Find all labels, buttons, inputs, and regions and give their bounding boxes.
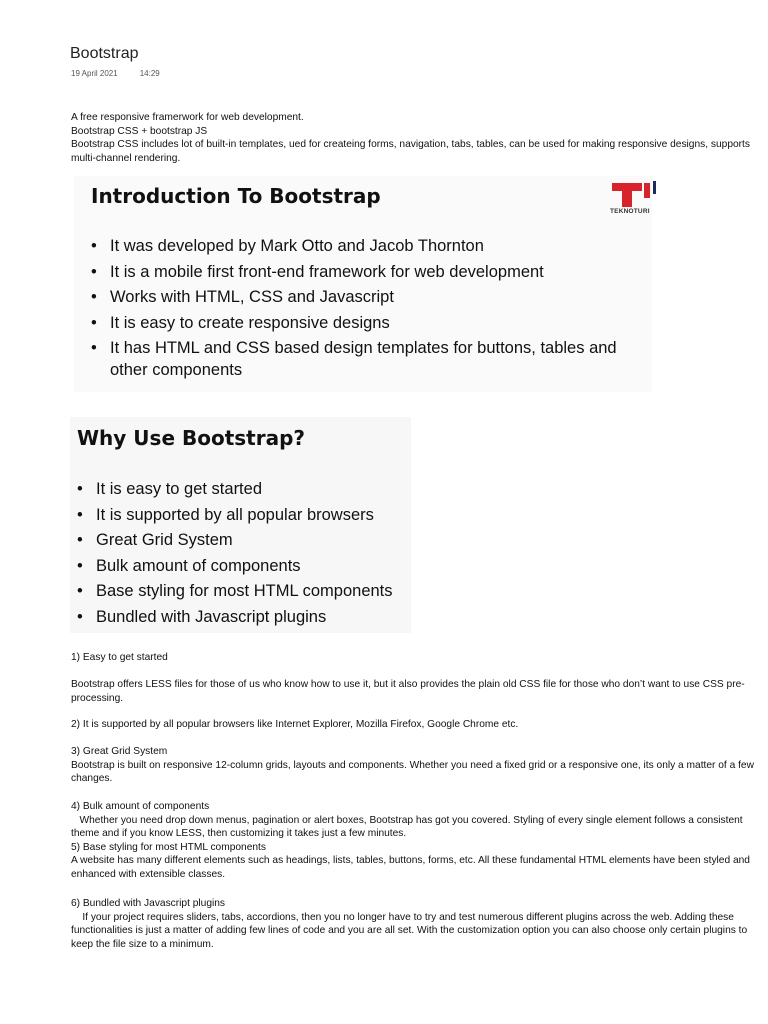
page-title: Bootstrap — [70, 45, 139, 62]
section-heading: 6) Bundled with Javascript plugins — [71, 898, 226, 909]
section-body: A website has many different elements such as headings, lists, tables, buttons, forms, etc. All these fundamental HTML elements have been styled and enhanced with extensible classes. — [71, 855, 753, 880]
bullet-item: • It is easy to create responsive designs — [88, 312, 633, 334]
bullet-item: • It has HTML and CSS based design templates for buttons, tables and other components — [88, 337, 633, 381]
slide-title: Why Use Bootstrap? — [77, 426, 305, 450]
section-heading: 2) It is supported by all popular browsers like Internet Explorer, Mozilla Firefox, Google Chrome etc. — [71, 719, 519, 730]
section-heading: 1) Easy to get started — [71, 652, 168, 663]
section-plugins — [71, 897, 761, 951]
slide-introduction — [74, 176, 652, 392]
intro-line: Bootstrap CSS + bootstrap JS — [71, 125, 208, 137]
bullet-item: • Base styling for most HTML components — [74, 580, 409, 602]
bullet-item: • It is easy to get started — [74, 478, 409, 500]
page-time: 14:29 — [139, 69, 160, 78]
section-body: If your project requires sliders, tabs, accordions, then you no longer have to try and test numerous different plugins across the web. Adding these functionalities is just a matter of adding few lines of code and you are all set. With the customization option you can also choose only certain plugins to keep the file size to a minimum. — [71, 911, 750, 950]
page-date: 19 April 2021 — [71, 69, 118, 78]
intro-text — [71, 111, 761, 165]
slide-title: Introduction To Bootstrap — [91, 184, 381, 208]
teknoturi-logo — [610, 179, 662, 219]
slide-bullets — [88, 235, 633, 385]
bullet-item: • It is a mobile first front-end framework for web development — [88, 261, 633, 283]
section-body: Whether you need drop down menus, pagination or alert boxes, Bootstrap has got you covered. Styling of every single element follows a consistent theme and if you know LESS, then customizing it takes just a few minutes. — [71, 814, 746, 840]
bullet-item: • It is supported by all popular browsers — [74, 504, 409, 526]
logo-mark-icon — [610, 179, 662, 209]
page-meta — [71, 69, 182, 78]
section-heading: 5) Base styling for most HTML components — [71, 841, 266, 853]
section-components — [71, 800, 761, 882]
intro-line: Bootstrap CSS includes lot of built-in templates, ued for createing forms, navigation, tabs, tables, can be used for making responsive designs, supports multi-channel rendering. — [71, 139, 753, 164]
intro-line: A free responsive framerwork for web development. — [71, 112, 304, 123]
bullet-item: • Bundled with Javascript plugins — [74, 606, 409, 628]
section-body: Bootstrap is built on responsive 12-column grids, layouts and components. Whether you need a fixed grid or a responsive one, its only a matter of a few changes. — [71, 759, 757, 785]
section-heading: 4) Bulk amount of components — [71, 801, 210, 812]
section-easy-start — [71, 651, 761, 705]
slide-bullets — [74, 478, 409, 631]
section-heading: 3) Great Grid System — [71, 746, 168, 757]
section-browsers — [71, 718, 761, 732]
slide-why-bootstrap — [70, 417, 411, 633]
bullet-item: • Bulk amount of components — [74, 555, 409, 577]
bullet-item: • It was developed by Mark Otto and Jacob Thornton — [88, 235, 633, 257]
section-grid — [71, 745, 761, 786]
bullet-item: • Great Grid System — [74, 529, 409, 551]
logo-text: TEKNOTURI — [610, 208, 650, 215]
bullet-item: • Works with HTML, CSS and Javascript — [88, 286, 633, 308]
section-body: Bootstrap offers LESS files for those of us who know how to use it, but it also provides the plain old CSS file for those who don’t want to use CSS pre-processing. — [71, 679, 745, 704]
